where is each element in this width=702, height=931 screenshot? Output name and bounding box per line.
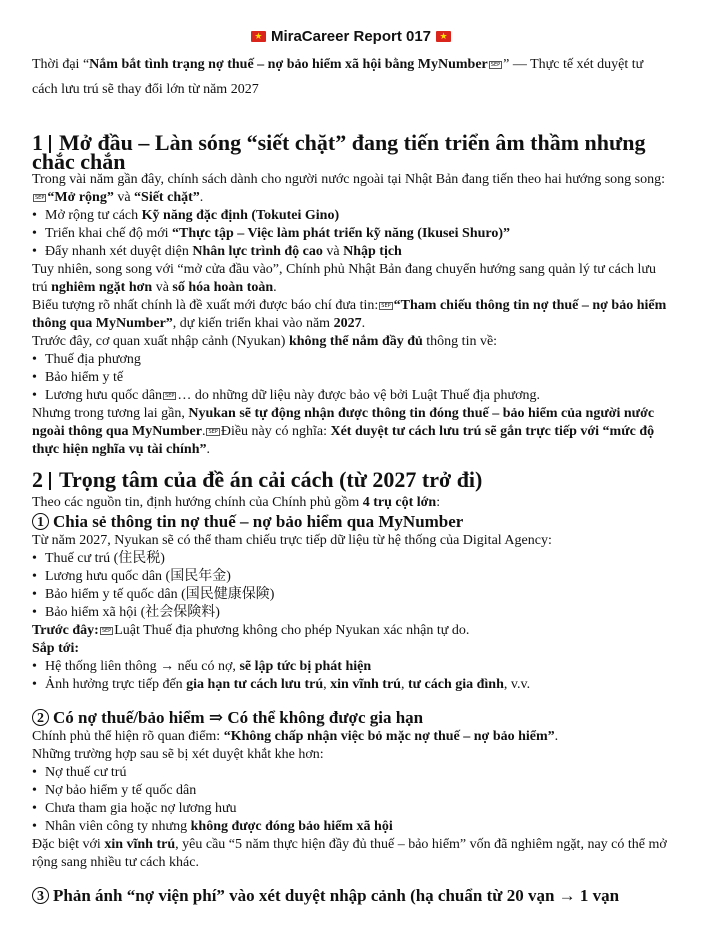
section-title: Mở đầu – Làn sóng “siết chặt” đang tiến triển âm thầm nhưng chắc chắn	[32, 130, 646, 174]
bold-text: 4 trụ cột lớn	[362, 495, 437, 510]
item-text: Bảo hiểm y tế	[45, 370, 124, 385]
subtitle-tail-text: ” — Thực tế xét duyệt tư cách lưu trú sẽ thay đổi lớn từ năm 2027	[32, 57, 644, 97]
list-item	[32, 604, 672, 622]
paragraph-text: Điều này có nghĩa:	[220, 424, 331, 439]
item-text: ,	[400, 677, 408, 692]
paragraph-text: Chính phủ thể hiện rõ quan điểm:	[32, 729, 224, 744]
paragraph-text: Tuy nhiên, song song với “mở cửa đầu vào”, Chính phủ Nhật Bản đang chuyển hướng sang quản lý tư cách lưu trú	[32, 262, 657, 295]
pillar-title: Phản ánh “nợ viện phí” vào xét duyệt nhập cảnh (hạ chuẩn từ 20 vạn → 1 vạn	[53, 886, 620, 905]
bold-text: Trước đây:	[32, 623, 99, 638]
paragraph	[32, 297, 672, 333]
report-subtitle	[32, 52, 672, 102]
paragraph-text: Trong vài năm gần đây, chính sách dành cho người nước ngoài tại Nhật Bản đang tiến theo hai hướng song song:	[32, 172, 665, 187]
subtitle-bold-text: Nắm bắt tình trạng nợ thuế – nợ bảo hiểm xã hội bằng MyNumber	[89, 57, 488, 72]
item-text: Bảo hiểm y tế quốc dân (国民健康保険)	[45, 587, 275, 602]
paragraph-text: Biểu tượng rõ nhất chính là đề xuất mới được báo chí đưa tin:	[32, 298, 379, 313]
report-body	[32, 130, 672, 906]
item-bold-text: sẽ lập tức bị phát hiện	[239, 659, 372, 674]
list-item	[32, 568, 672, 586]
item-text: ,	[323, 677, 331, 692]
pillar-title: Có nợ thuế/bảo hiểm ⇒ Có thể không được gia hạn	[53, 708, 424, 727]
paragraph-text: Luật Thuế địa phương không cho phép Nyukan xác nhận tự do.	[114, 623, 470, 638]
item-text: Bảo hiểm xã hội (社会保険料)	[45, 605, 220, 620]
paragraph-text: .	[361, 316, 366, 331]
sep-glyph-icon: SEP	[101, 627, 112, 634]
item-text: Ảnh hưởng trực tiếp đến	[45, 677, 187, 692]
list-item	[32, 225, 672, 243]
heading-divider	[49, 472, 51, 490]
bold-text: không thể nắm đầy đủ	[288, 334, 423, 349]
bold-text: xin vĩnh trú	[104, 837, 176, 852]
list-item	[32, 387, 672, 405]
sep-glyph-icon: SEP	[208, 428, 218, 435]
circled-number-icon: 3	[32, 887, 49, 904]
list-item	[32, 782, 672, 800]
sep-glyph-icon: SEP	[35, 194, 45, 201]
paragraph-text: .	[201, 424, 206, 439]
bold-text: 2027	[333, 316, 362, 331]
item-bold-text: tư cách gia đình	[407, 677, 504, 692]
item-text: và	[322, 244, 344, 259]
item-bold-text: gia hạn tư cách lưu trú	[186, 677, 324, 692]
list-item	[32, 658, 672, 676]
bold-text: nghiêm ngặt hơn	[51, 280, 153, 295]
bold-text: Nyukan sẽ tự động nhận được thông tin đóng thuế – bảo hiểm của người nước ngoài thông qua MyNumber	[32, 406, 655, 439]
item-text: Lương hưu quốc dân (国民年金)	[45, 569, 231, 584]
bold-text: Sắp tới:	[32, 641, 80, 656]
bullet-list	[32, 207, 672, 261]
paragraph-text: .	[199, 190, 204, 205]
item-bold-text: Nhân lực trình độ cao	[192, 244, 323, 259]
paragraph-text: .	[206, 442, 211, 457]
item-text: Chưa tham gia hoặc nợ lương hưu	[45, 801, 237, 816]
paragraph	[32, 836, 672, 872]
paragraph-text: , yêu cầu “5 năm thực hiện đầy đủ thuế – bảo hiểm” vốn đã nghiêm ngặt, nay có thể mở rộng sang nhiều tư cách khác.	[32, 837, 667, 870]
list-item	[32, 764, 672, 782]
bullet-list	[32, 764, 672, 836]
bullet-list	[32, 658, 672, 694]
vietnam-flag-icon	[251, 31, 266, 42]
section-number: 1	[32, 130, 43, 155]
paragraph-text: Theo các nguồn tin, định hướng chính của Chính phủ gồm	[32, 495, 363, 510]
paragraph	[32, 171, 672, 207]
list-item	[32, 243, 672, 261]
circled-number-icon: 2	[32, 709, 49, 726]
paragraph-text: Nhưng trong tương lai gần,	[32, 406, 189, 421]
paragraph-text: Những trường hợp sau sẽ bị xét duyệt khắt khe hơn:	[32, 747, 324, 762]
bold-text: “Siết chặt”	[134, 190, 200, 205]
item-text: Mở rộng tư cách	[45, 208, 142, 223]
list-item	[32, 369, 672, 387]
circled-number-icon: 1	[32, 513, 49, 530]
subtitle-text: Thời đại “	[32, 57, 90, 72]
section-1-heading	[32, 130, 672, 174]
paragraph-text: .	[554, 729, 559, 744]
report-title-text: MiraCareer Report 017	[270, 28, 432, 45]
bullet-list	[32, 550, 672, 622]
sep-glyph-icon: SEP	[490, 61, 501, 68]
item-text: Hệ thống liên thông → nếu có nợ,	[45, 659, 240, 674]
paragraph-text: thông tin về:	[422, 334, 498, 349]
paragraph-text: .	[273, 280, 277, 295]
section-title: Trọng tâm của đề án cải cách (từ 2027 trở đi)	[59, 467, 483, 492]
item-text: Nợ bảo hiểm y tế quốc dân	[45, 783, 197, 798]
paragraph	[32, 261, 672, 297]
item-text: Đẩy nhanh xét duyệt diện	[45, 244, 193, 259]
item-text: … do những dữ liệu này được bảo vệ bởi Luật Thuế địa phương.	[177, 388, 540, 403]
list-item	[32, 800, 672, 818]
item-bold-text: không được đóng bảo hiểm xã hội	[190, 819, 393, 834]
paragraph-text: Đặc biệt với	[32, 837, 105, 852]
paragraph-text: và	[113, 190, 135, 205]
pillar-2-heading	[32, 708, 672, 728]
paragraph	[32, 728, 672, 746]
sep-glyph-icon: SEP	[381, 302, 391, 309]
sep-glyph-icon: SEP	[165, 392, 175, 399]
paragraph	[32, 532, 672, 550]
item-text: Thuế cư trú (住民税)	[45, 551, 165, 566]
bullet-list	[32, 351, 672, 405]
paragraph	[32, 405, 672, 459]
bold-text: Xét duyệt tư cách lưu trú sẽ gắn trực tiếp với “mức độ thực hiện nghĩa vụ tài chính”	[32, 424, 655, 457]
paragraph	[32, 640, 672, 658]
pillar-title: Chia sẻ thông tin nợ thuế – nợ bảo hiểm qua MyNumber	[53, 512, 464, 531]
section-number: 2	[32, 467, 43, 492]
item-text: Nhân viên công ty nhưng	[45, 819, 191, 834]
item-text: Lương hưu quốc dân	[45, 388, 163, 403]
bold-text: “Mở rộng”	[47, 190, 114, 205]
pillar-1-heading	[32, 512, 672, 532]
paragraph	[32, 494, 672, 512]
list-item	[32, 586, 672, 604]
list-item	[32, 550, 672, 568]
item-text: , v.v.	[503, 677, 531, 692]
item-text: Nợ thuế cư trú	[45, 765, 127, 780]
paragraph-text: và	[152, 280, 173, 295]
paragraph-text: , dự kiến triển khai vào năm	[172, 316, 334, 331]
item-bold-text: Nhập tịch	[343, 244, 402, 259]
pillar-3-heading	[32, 886, 672, 906]
paragraph-text: Từ năm 2027, Nyukan sẽ có thể tham chiếu trực tiếp dữ liệu từ hệ thống của Digital Agency:	[32, 533, 552, 548]
item-bold-text: “Thực tập – Việc làm phát triển kỹ năng (Ikusei Shuro)”	[172, 226, 511, 241]
paragraph-text: :	[436, 495, 441, 510]
bold-text: “Tham chiếu thông tin nợ thuế – nợ bảo hiểm thông qua MyNumber”	[32, 298, 667, 331]
list-item	[32, 351, 672, 369]
list-item	[32, 676, 672, 694]
item-text: Triển khai chế độ mới	[45, 226, 173, 241]
list-item	[32, 207, 672, 225]
bold-text: số hóa hoàn toàn	[172, 280, 274, 295]
item-bold-text: Kỹ năng đặc định (Tokutei Gino)	[141, 208, 340, 223]
paragraph	[32, 746, 672, 764]
paragraph	[32, 333, 672, 351]
item-text: Thuế địa phương	[45, 352, 141, 367]
list-item	[32, 818, 672, 836]
section-2-heading	[32, 467, 672, 492]
paragraph	[32, 622, 672, 640]
report-title	[0, 28, 702, 45]
bold-text: “Không chấp nhận việc bỏ mặc nợ thuế – nợ bảo hiểm”	[223, 729, 555, 744]
vietnam-flag-icon	[436, 31, 451, 42]
item-bold-text: xin vĩnh trú	[330, 677, 401, 692]
paragraph-text: Trước đây, cơ quan xuất nhập cảnh (Nyukan)	[32, 334, 289, 349]
